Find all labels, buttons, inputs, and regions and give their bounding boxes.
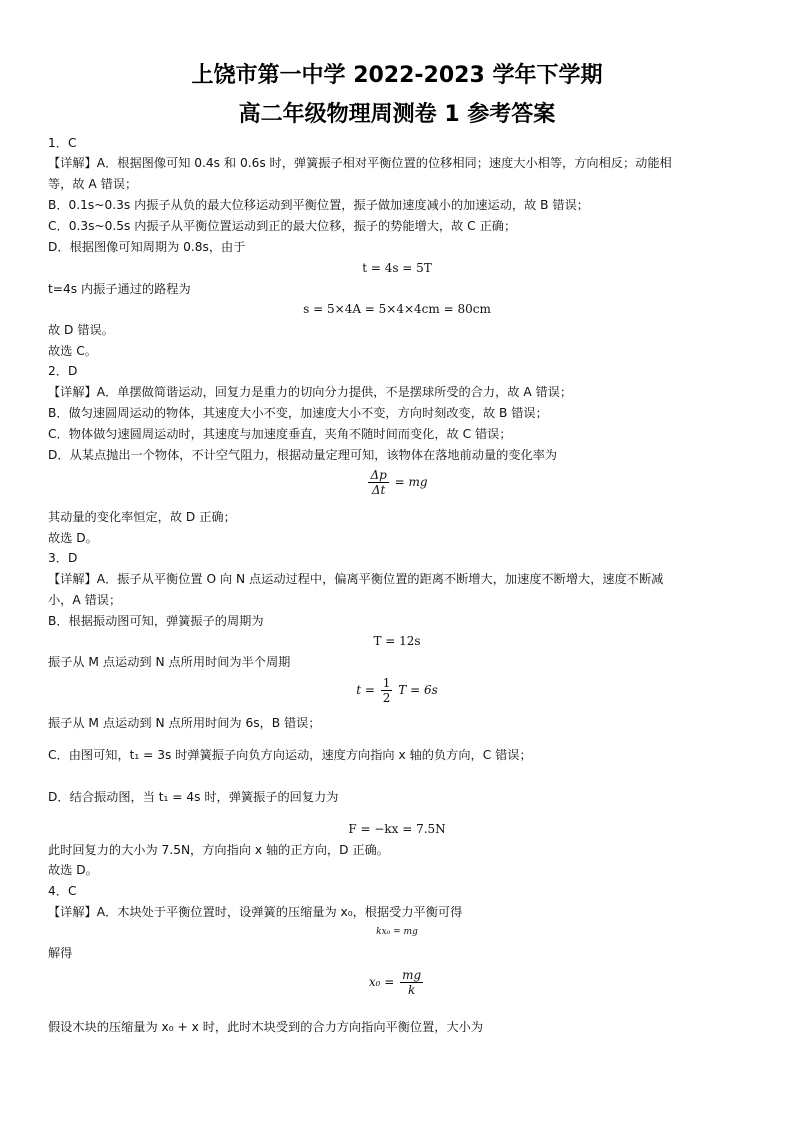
q2-d-conclusion: 其动量的变化率恒定，故 D 正确； <box>48 510 236 524</box>
fraction-denominator: k <box>408 983 416 997</box>
q3-explanation-a: 【详解】A．振子从平衡位置 O 向 N 点运动过程中，偏离平衡位置的距离不断增大，加速度不断增大，速度不断减 <box>48 572 664 586</box>
equation-equilibrium: kx₀ = mg <box>376 927 418 937</box>
equation-rhs: = mg <box>394 475 428 489</box>
equation-momentum-rate <box>0 468 794 497</box>
q1-explanation-a: 【详解】A．根据图像可知 0.4s 和 0.6s 时，弹簧振子相对平衡位置的位移相同；速度大小相等，方向相反；动能相 <box>48 156 672 170</box>
q1-final-choice: 故选 C。 <box>48 344 97 358</box>
q2-explanation-a: 【详解】A．单摆做简谐运动，回复力是重力的切向分力提供，不是摆球所受的合力，故 A 错误； <box>48 385 573 399</box>
q1-explanation-c: C．0.3s~0.5s 内振子从平衡位置运动到正的最大位移，振子的势能增大，故 C 正确； <box>48 219 517 233</box>
document-subtitle: 高二年级物理周测卷 1 参考答案 <box>238 102 556 127</box>
q3-half-period-intro: 振子从 M 点运动到 N 点所用时间为半个周期 <box>48 655 291 669</box>
equation-lhs: x₀ = <box>368 975 395 989</box>
q3-final-choice: 故选 D。 <box>48 863 98 877</box>
fraction-denominator: 2 <box>382 691 391 705</box>
q1-explanation-d: D．根据图像可知周期为 0.8s，由于 <box>48 240 246 254</box>
q3-explanation-d: D．结合振动图，当 t₁ = 4s 时，弹簧振子的回复力为 <box>48 790 339 804</box>
equation-path: s = 5×4A = 5×4×4cm = 80cm <box>303 302 491 316</box>
fraction-numerator: mg <box>402 968 422 982</box>
q4-net-force-intro: 假设木块的压缩量为 x₀ + x 时，此时木块受到的合力方向指向平衡位置，大小为 <box>48 1020 484 1034</box>
q2-explanation-b: B．做匀速圆周运动的物体，其速度大小不变，加速度大小不变，方向时刻改变，故 B 错误； <box>48 406 548 420</box>
question-2-answer: 2．D <box>48 364 78 378</box>
q1-explanation-b: B．0.1s~0.3s 内振子从负的最大位移运动到平衡位置，振子做加速度减小的加速运动，故 B 错误； <box>48 198 589 212</box>
q3-b-conclusion: 振子从 M 点运动到 N 点所用时间为 6s，B 错误； <box>48 716 321 730</box>
fraction-numerator: Δp <box>370 468 387 482</box>
document-title: 上饶市第一中学 2022-2023 学年下学期 <box>191 63 603 88</box>
equation-restoring-force: F = −kx = 7.5N <box>348 822 446 836</box>
question-4-answer: 4．C <box>48 884 77 898</box>
question-1-answer: 1．C <box>48 136 77 150</box>
q2-final-choice: 故选 D。 <box>48 531 98 545</box>
equation-rhs: T = 6s <box>398 683 438 697</box>
q1-d-conclusion: 故 D 错误。 <box>48 323 114 337</box>
q2-explanation-d: D．从某点抛出一个物体，不计空气阻力，根据动量定理可知，该物体在落地前动量的变化率为 <box>48 448 558 462</box>
question-3-answer: 3．D <box>48 551 78 565</box>
equation-compression <box>0 968 794 997</box>
q3-explanation-a-cont: 小，A 错误； <box>48 593 122 607</box>
q3-explanation-b: B．根据振动图可知，弹簧振子的周期为 <box>48 614 264 628</box>
fraction-denominator: Δt <box>371 483 386 497</box>
equation-period: t = 4s = 5T <box>362 261 432 275</box>
equation-lhs: t = <box>356 683 375 697</box>
equation-period-12s: T = 12s <box>373 634 421 648</box>
q4-explanation-a: 【详解】A．木块处于平衡位置时，设弹簧的压缩量为 x₀，根据受力平衡可得 <box>48 905 463 919</box>
fraction-numerator: 1 <box>382 676 391 690</box>
q3-explanation-c: C．由图可知，t₁ = 3s 时弹簧振子向负方向运动，速度方向指向 x 轴的负方向，C 错误； <box>48 748 532 762</box>
q1-explanation-a-cont: 等，故 A 错误； <box>48 177 138 191</box>
q3-d-conclusion: 此时回复力的大小为 7.5N，方向指向 x 轴的正方向，D 正确。 <box>48 843 389 857</box>
equation-half-period <box>0 676 794 705</box>
q2-explanation-c: C．物体做匀速圆周运动时，其速度与加速度垂直，夹角不随时间而变化，故 C 错误； <box>48 427 512 441</box>
q4-solve-label: 解得 <box>48 946 73 960</box>
q1-path-intro: t=4s 内振子通过的路程为 <box>48 282 191 296</box>
